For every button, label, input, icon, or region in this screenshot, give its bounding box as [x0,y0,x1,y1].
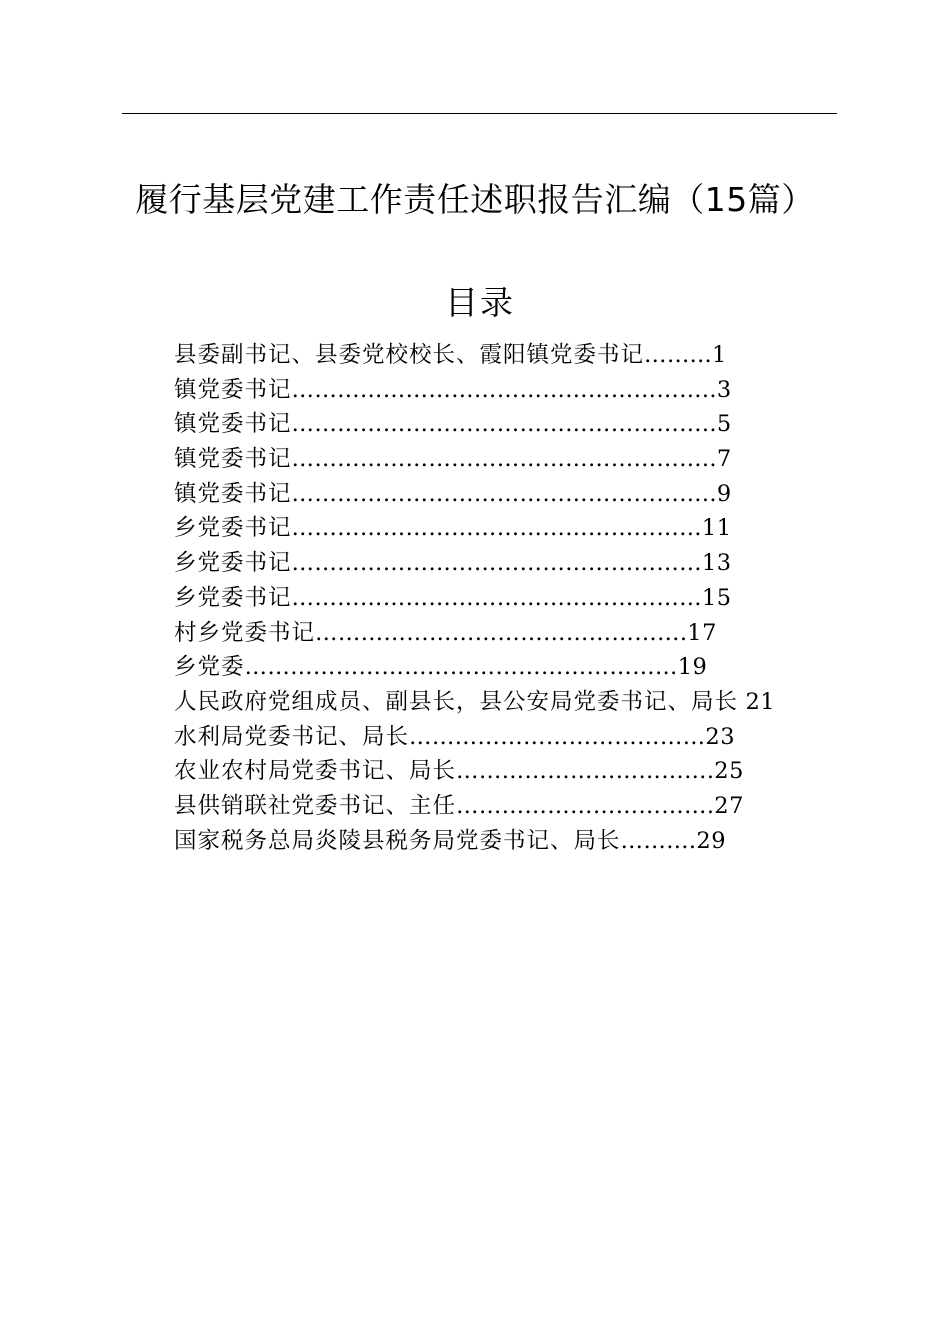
toc-leader-dots: ……………………………………………… [291,584,702,611]
toc-leader-dots: ……………………………. [456,758,715,785]
toc-entry[interactable] [174,373,834,408]
toc-entry-text: 镇党委书记 [174,376,292,403]
toc-leader-dots: ………. [620,827,697,854]
toc-entry[interactable] [174,546,834,581]
toc-entry-text: 乡党委书记 [174,515,292,542]
toc-leader-dots: ……………………………………………….. [291,446,717,473]
toc-page-number: 23 [705,723,736,750]
toc-entry-text: 乡党委 [174,654,245,681]
toc-entry[interactable] [174,511,834,546]
toc-leader-dots: ……... [644,342,712,368]
toc-heading: 目录 [445,283,515,322]
toc-leader-dots: ……………………………. [456,792,715,819]
toc-leader-dots: ……………………………………………… [291,550,702,577]
document-title: 履行基层党建工作责任述职报告汇编（15篇） [135,180,815,219]
toc-entry-text: 国家税务总局炎陵县税务局党委书记、局长 [174,827,621,854]
toc-page-number: 13 [701,550,732,577]
toc-page-number: 5 [716,411,732,438]
toc-entry-text: 乡党委书记 [174,550,292,577]
toc-entry[interactable] [174,685,834,720]
toc-entry[interactable] [174,754,834,789]
toc-page-number: 17 [687,619,717,646]
toc-page-number: 9 [716,480,732,507]
toc-entry-text: 县委副书记、县委党校校长、霞阳镇党委书记 [174,342,645,368]
toc-entry-text: 村乡党委书记 [174,619,316,646]
toc-entry-text: 镇党委书记 [174,411,292,438]
toc-entry[interactable] [174,789,834,824]
toc-page-number: 11 [701,515,732,542]
toc-entry[interactable] [174,650,834,685]
toc-leader-dots: ……………………………………………… [291,515,702,542]
toc-entry[interactable] [174,442,834,477]
toc-page-number: 29 [696,827,727,854]
header-rule [122,113,837,114]
toc-entry-text: 水利局党委书记、局长 [174,723,410,750]
toc-entry[interactable] [174,477,834,512]
toc-entry[interactable] [174,581,834,616]
toc-entry[interactable] [174,720,834,755]
toc-entry[interactable] [174,338,834,373]
toc-page-number: 27 [714,792,744,819]
toc-entry[interactable] [174,616,834,651]
toc-leader-dots: ………………………………………………… [244,654,678,681]
toc-page-number: 3 [716,376,732,403]
toc-leader-dots: ……………………………………………….. [291,376,717,403]
toc-entry-text: 县供销联社党委书记、主任 [174,792,457,819]
toc-entry[interactable] [174,824,834,859]
toc-page-number: 21 [745,688,776,715]
toc-entry-text: 镇党委书记 [174,480,292,507]
table-of-contents [174,338,834,858]
toc-page-number: 25 [714,758,744,785]
toc-entry-text: 农业农村局党委书记、局长 [174,758,457,785]
toc-leader-dots: …………………………………………. [315,619,688,646]
toc-page-number: 19 [677,654,708,681]
toc-leader-dots: ………………………………… [409,723,706,750]
toc-page-number: 15 [701,584,732,611]
toc-entry[interactable] [174,407,834,442]
toc-page-number: 1 [711,342,727,368]
toc-entry-text: 镇党委书记 [174,446,292,473]
toc-page-number: 7 [716,446,732,473]
toc-entry-text: 人民政府党组成员、副县长，县公安局党委书记、局长 [174,688,739,715]
toc-entry-text: 乡党委书记 [174,584,292,611]
toc-leader-dots: ……………………………………………….. [291,480,717,507]
toc-leader-dots: ……………………………………………….. [291,411,717,438]
